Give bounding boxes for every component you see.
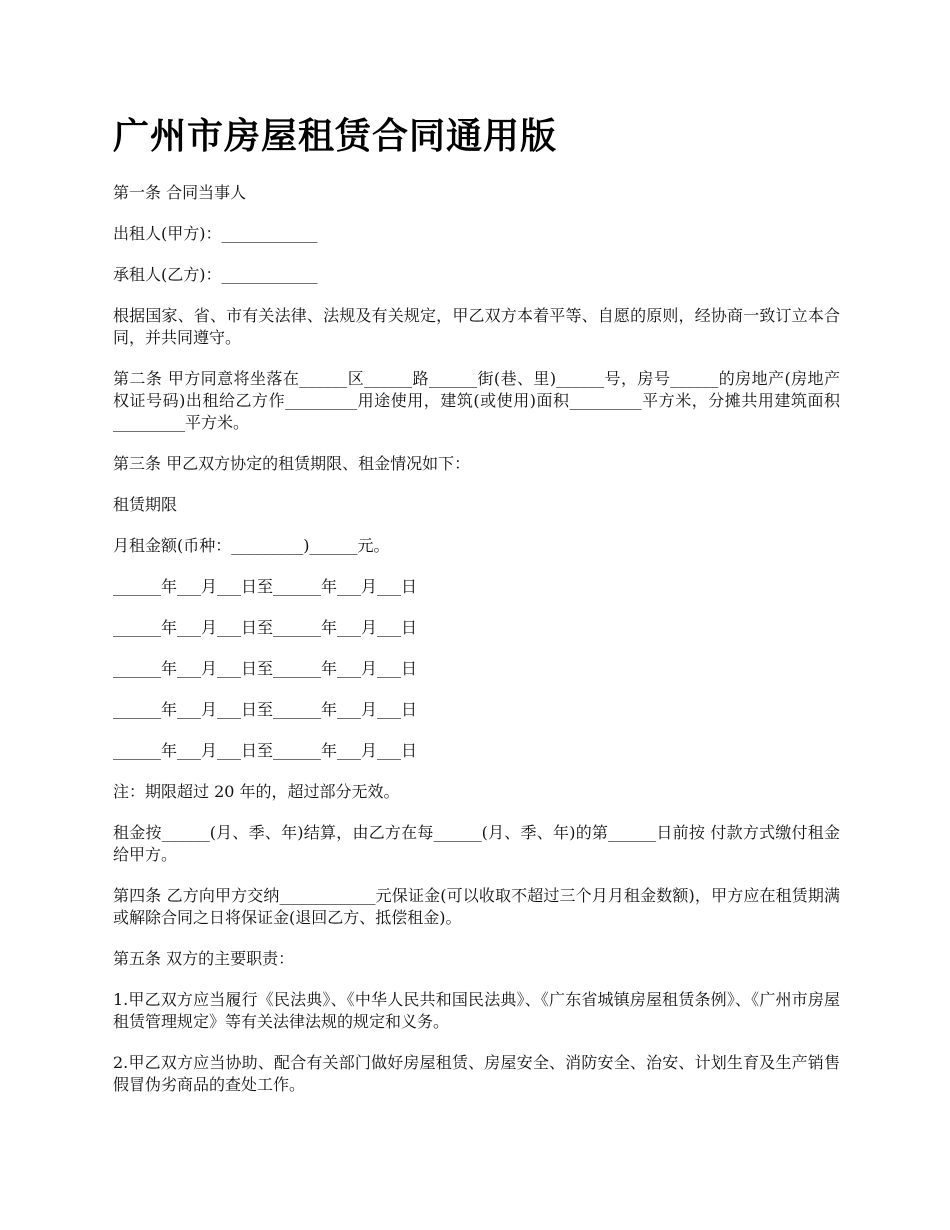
preamble-paragraph: 根据国家、省、市有关法律、法规及有关规定，甲乙双方本着平等、自愿的原则，经协商一致订立本合同，并共同遵守。 <box>113 306 840 347</box>
lessee-field: 承租人(乙方)：____________ <box>113 265 318 284</box>
document-page <box>113 112 840 1115</box>
duty-item-2: 2.甲乙双方应当协助、配合有关部门做好房屋租赁、房屋安全、消防安全、治安、计划生育及生产销售假冒伪劣商品的查处工作。 <box>113 1053 840 1094</box>
article-4-paragraph: 第四条 乙方向甲方交纳____________元保证金(可以收取不超过三个月月租金数额)，甲方应在租赁期满或解除合同之日将保证金(退回乙方、抵偿租金)。 <box>113 886 840 927</box>
rent-payment-paragraph: 租金按______(月、季、年)结算，由乙方在每______(月、季、年)的第______日前按 付款方式缴付租金给甲方。 <box>113 823 840 864</box>
lease-period-line: ______年___月___日至______年___月___日 <box>113 577 418 596</box>
article-2-paragraph: 第二条 甲方同意将坐落在______区______路______街(巷、里)______号，房号______的房地产(房地产权证号码)出租给乙方作_________用途使用，建筑(或使用)面积_________平方米，分摊共用建筑面积_________平方米。 <box>113 369 840 432</box>
lessor-field: 出租人(甲方)：____________ <box>113 224 318 243</box>
lease-period-line: ______年___月___日至______年___月___日 <box>113 700 418 719</box>
monthly-rent-line: 月租金额(币种：_________)______元。 <box>113 536 390 555</box>
duty-item-1: 1.甲乙双方应当履行《民法典》、《中华人民共和国民法典》、《广东省城镇房屋租赁条例》、《广州市房屋租赁管理规定》等有关法律法规的规定和义务。 <box>113 990 840 1031</box>
article-5-heading: 第五条 双方的主要职责： <box>113 949 295 968</box>
article-1-heading: 第一条 合同当事人 <box>113 183 247 202</box>
lease-period-line: ______年___月___日至______年___月___日 <box>113 618 418 637</box>
term-note: 注：期限超过 20 年的，超过部分无效。 <box>113 782 400 801</box>
lease-term-label: 租赁期限 <box>113 495 178 514</box>
lease-period-line: ______年___月___日至______年___月___日 <box>113 741 418 760</box>
document-title: 广州市房屋租赁合同通用版 <box>113 115 558 157</box>
article-3-heading: 第三条 甲乙双方协定的租赁期限、租金情况如下： <box>113 454 471 473</box>
lease-period-line: ______年___月___日至______年___月___日 <box>113 659 418 678</box>
